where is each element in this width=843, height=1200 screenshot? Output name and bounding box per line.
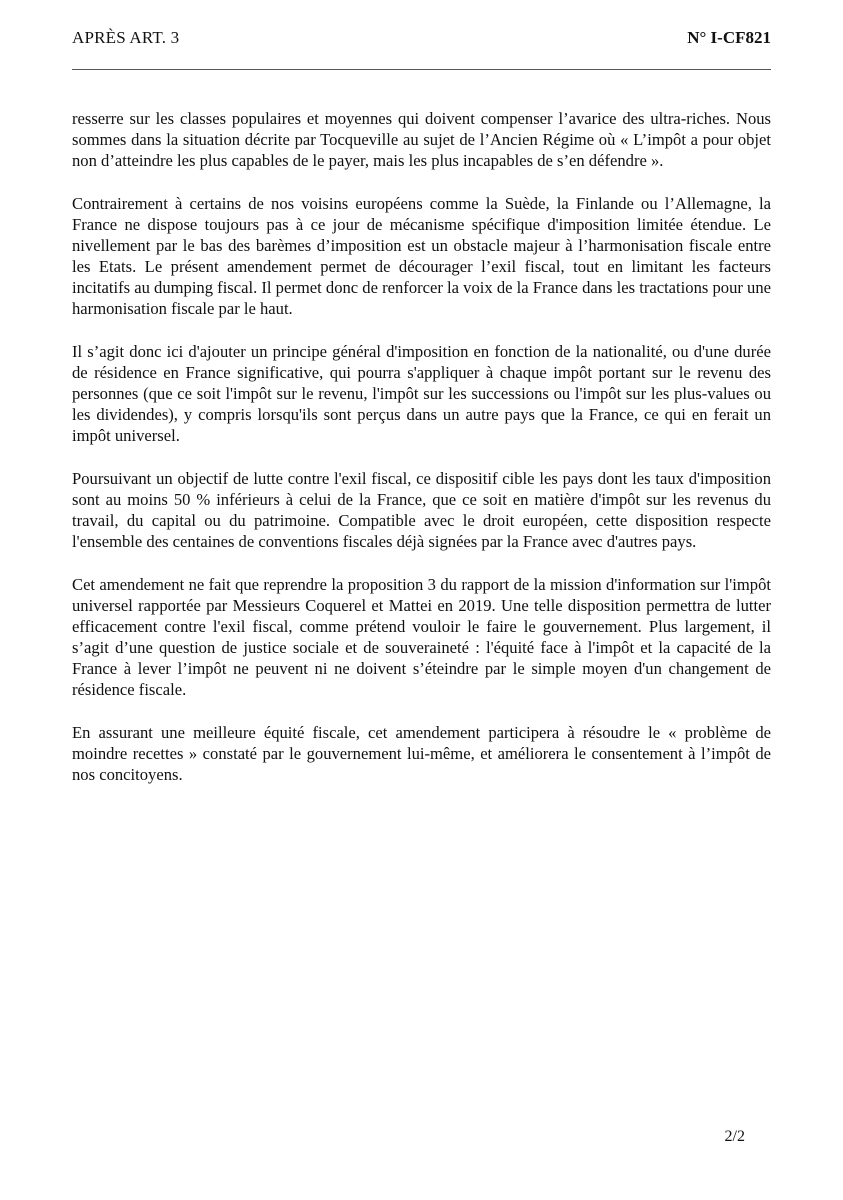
paragraph: resserre sur les classes populaires et moyennes qui doivent compenser l’avarice des ultra-riches. Nous sommes dans la situation décrite par Tocqueville au sujet de l’Ancien Régime où « L’impôt a pour objet non d’atteindre les plus capables de le payer, mais les plus incapables de s’en défendre ». [72, 109, 771, 170]
article-reference: APRÈS ART. 3 [72, 28, 180, 47]
paragraph: Poursuivant un objectif de lutte contre l'exil fiscal, ce dispositif cible les pays dont les taux d'imposition sont au moins 50 % inférieurs à celui de la France, que ce soit en matière d'impôt sur les revenus du travail, du capital ou du patrimoine. Compatible avec le droit européen, cette disposition respecte l'ensemble des centaines de conventions fiscales déjà signées par la France avec d'autres pays. [72, 469, 771, 551]
paragraph: Contrairement à certains de nos voisins européens comme la Suède, la Finlande ou l’Allemagne, la France ne dispose toujours pas à ce jour de mécanisme spécifique d'imposition limitée étendue. Le nivellement par le bas des barèmes d’imposition est un obstacle majeur à l’harmonisation fiscale entre les Etats. Le présent amendement permet de décourager l’exil fiscal, tout en limitant les facteurs incitatifs au dumping fiscal. Il permet donc de renforcer la voix de la France dans les tractations pour une harmonisation fiscale par le haut. [72, 194, 771, 318]
page-number: 2/2 [724, 1128, 745, 1145]
paragraph: Il s’agit donc ici d'ajouter un principe général d'imposition en fonction de la nationalité, ou d'une durée de résidence en France significative, qui pourra s'appliquer à chaque impôt portant sur le revenu des personnes (que ce soit l'impôt sur le revenu, l'impôt sur les successions ou l'impôt sur les plus-values ou les dividendes), y compris lorsqu'ils sont perçus dans un autre pays que la France, ce qui en ferait un impôt universel. [72, 342, 771, 445]
paragraph: Cet amendement ne fait que reprendre la proposition 3 du rapport de la mission d'information sur l'impôt universel rapportée par Messieurs Coquerel et Mattei en 2019. Une telle disposition permettra de lutter efficacement contre l'exil fiscal, comme prétend vouloir le faire le gouvernement. Plus largement, il s’agit d’une question de justice sociale et de souveraineté : l'équité face à l'impôt et la capacité de la France à lever l’impôt ne peuvent ni ne doivent s’éteindre par le simple moyen d'un changement de résidence fiscale. [72, 575, 771, 699]
page-header [72, 28, 771, 58]
amendment-number: N° I-CF821 [687, 28, 771, 47]
header-divider [72, 69, 771, 70]
paragraph: En assurant une meilleure équité fiscale, cet amendement participera à résoudre le « problème de moindre recettes » constaté par le gouvernement lui-même, et améliorera le consentement à l’impôt de nos concitoyens. [72, 723, 771, 784]
document-body [72, 108, 771, 807]
